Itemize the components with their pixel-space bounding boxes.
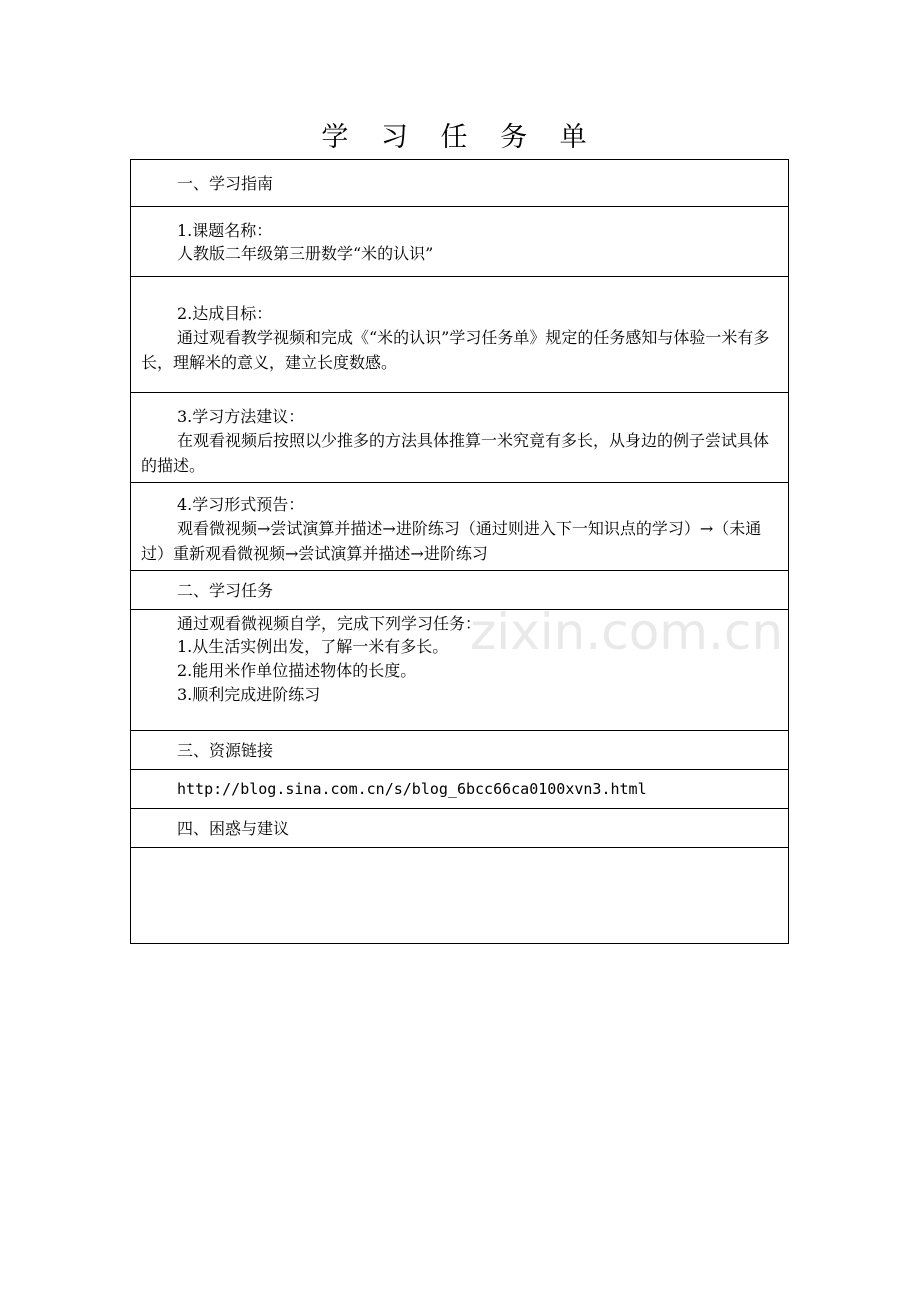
section2-heading: 二、学习任务 xyxy=(177,581,274,600)
section4-heading: 四、困惑与建议 xyxy=(177,819,290,838)
section1-heading-row xyxy=(131,160,788,207)
topic-label: 1.课题名称： xyxy=(177,221,273,240)
goal-row xyxy=(131,277,788,393)
tasks-row xyxy=(131,610,788,731)
form-text: 观看微视频→尝试演算并描述→进阶练习（通过则进入下一知识点的学习）→（未通过）重新观看微视频→尝试演算并描述→进阶练习 xyxy=(141,519,762,563)
topic-row xyxy=(131,207,788,277)
task-item-1: 1.从生活实例出发，了解一米有多长。 xyxy=(177,637,449,656)
method-text: 在观看视频后按照以少推多的方法具体推算一米究竟有多长，从身边的例子尝试具体的描述。 xyxy=(141,431,770,475)
page-title: 学 习 任 务 单 xyxy=(321,122,599,153)
section3-heading-row xyxy=(131,731,788,770)
goal-label: 2.达成目标： xyxy=(177,304,273,323)
form-row xyxy=(131,483,788,571)
section4-heading-row xyxy=(131,809,788,848)
feedback-area[interactable] xyxy=(131,848,788,943)
resource-link[interactable]: http://blog.sina.com.cn/s/blog_6bcc66ca0100xvn3.html xyxy=(177,780,647,798)
task-item-3: 3.顺利完成进阶练习 xyxy=(177,685,321,704)
section2-heading-row xyxy=(131,571,788,610)
task-item-2: 2.能用米作单位描述物体的长度。 xyxy=(177,661,417,680)
task-sheet-table xyxy=(130,159,789,944)
section1-heading: 一、学习指南 xyxy=(177,174,274,193)
method-row xyxy=(131,393,788,483)
form-label: 4.学习形式预告： xyxy=(177,495,305,514)
topic-value: 人教版二年级第三册数学“米的认识” xyxy=(177,244,434,263)
method-label: 3.学习方法建议： xyxy=(177,407,305,426)
resource-link-row xyxy=(131,770,788,809)
goal-text: 通过观看教学视频和完成《“米的认识”学习任务单》规定的任务感知与体验一米有多长，理解米的意义，建立长度数感。 xyxy=(141,328,770,372)
watermark: zixin.com.cn xyxy=(470,603,784,661)
tasks-intro: 通过观看微视频自学，完成下列学习任务： xyxy=(177,614,482,633)
section3-heading: 三、资源链接 xyxy=(177,741,274,760)
